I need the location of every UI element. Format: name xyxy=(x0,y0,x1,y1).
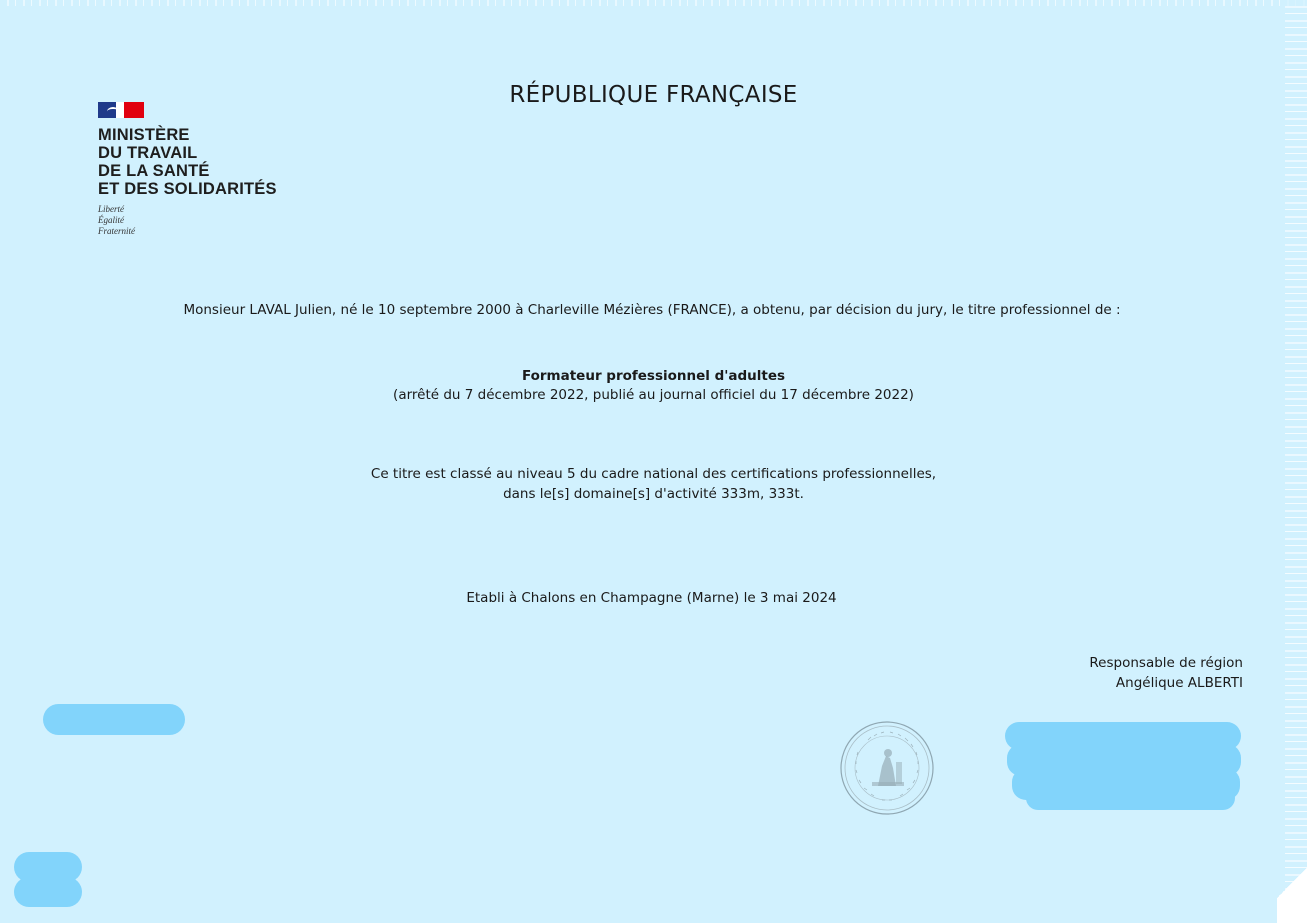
signature-block xyxy=(1089,653,1243,693)
motto xyxy=(98,204,298,237)
redaction-blob xyxy=(43,704,185,735)
signatory-name: Angélique ALBERTI xyxy=(1115,675,1243,691)
ministry-logo xyxy=(98,102,298,237)
document-title: RÉPUBLIQUE FRANÇAISE xyxy=(509,82,798,108)
ministry-line: ET DES SOLIDARITÉS xyxy=(98,180,277,198)
place-date: Etabli à Chalons en Champagne (Marne) le 3 mai 2024 xyxy=(466,590,837,606)
ministry-name xyxy=(98,126,298,198)
motto-line: Égalité xyxy=(98,215,124,225)
motto-line: Liberté xyxy=(98,204,124,214)
ministry-line: DE LA SANTÉ xyxy=(98,162,210,180)
ministry-line: MINISTÈRE xyxy=(98,126,190,144)
motto-line: Fraternité xyxy=(98,226,135,236)
decree-reference: (arrêté du 7 décembre 2022, publié au journal officiel du 17 décembre 2022) xyxy=(393,387,914,403)
torn-edge-top xyxy=(0,0,1307,6)
redaction-blob xyxy=(1026,786,1235,810)
holder-statement: Monsieur LAVAL Julien, né le 10 septembre 2000 à Charleville Mézières (FRANCE), a obtenu, par décision du jury, le titre professionnel de : xyxy=(183,302,1121,318)
redaction-blob xyxy=(14,877,82,907)
official-seal-icon xyxy=(838,720,936,816)
certification-level: Ce titre est classé au niveau 5 du cadre national des certifications professionnelles, xyxy=(370,466,937,482)
torn-edge-right xyxy=(1285,0,1307,923)
signatory-role: Responsable de région xyxy=(1089,655,1243,671)
degree-title: Formateur professionnel d'adultes xyxy=(521,368,786,384)
folded-corner xyxy=(1277,843,1307,923)
activity-domains: dans le[s] domaine[s] d'activité 333m, 333t. xyxy=(503,486,804,502)
ministry-line: DU TRAVAIL xyxy=(98,144,198,162)
